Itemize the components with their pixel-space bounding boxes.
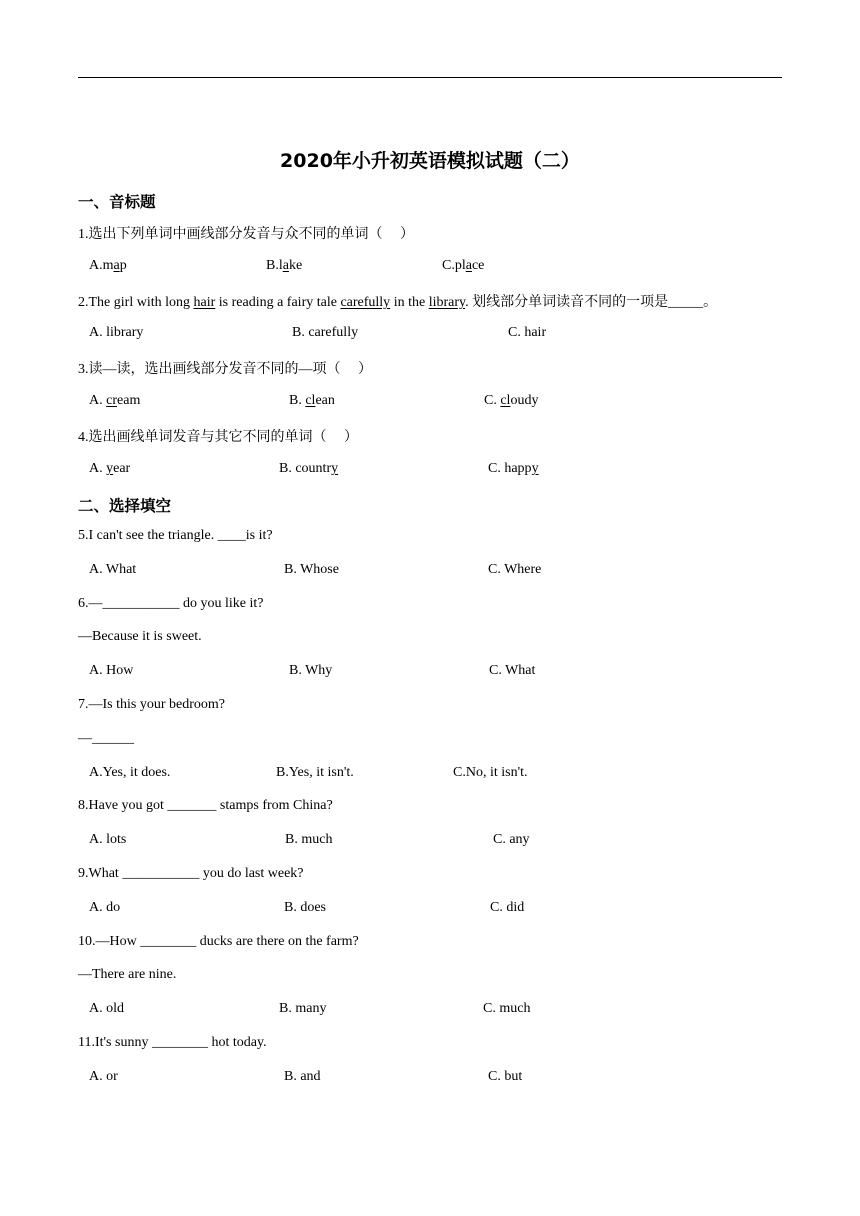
question-10-answer-line: —There are nine. bbox=[78, 967, 177, 982]
q8-option-c: C. any bbox=[493, 832, 530, 847]
header-rule bbox=[78, 77, 782, 78]
q11-option-c: C. but bbox=[488, 1069, 523, 1084]
section-heading-phonetics: 一、音标题 bbox=[78, 193, 156, 211]
question-6-answer-line: —Because it is sweet. bbox=[78, 629, 202, 644]
question-6: 6.—___________ do you like it? bbox=[78, 596, 264, 611]
question-7: 7.—Is this your bedroom? bbox=[78, 697, 225, 712]
q2-option-c: C. hair bbox=[508, 325, 547, 340]
q5-option-c: C. Where bbox=[488, 562, 542, 577]
question-4: 4.选出画线单词发音与其它不同的单词（ ） bbox=[78, 430, 358, 445]
q7-option-b: B.Yes, it isn't. bbox=[276, 765, 354, 780]
q3-option-c: C. cloudy bbox=[484, 393, 539, 408]
question-8: 8.Have you got _______ stamps from China? bbox=[78, 798, 333, 813]
q10-option-c: C. much bbox=[483, 1001, 531, 1016]
q11-option-a: A. or bbox=[89, 1069, 118, 1084]
q8-option-b: B. much bbox=[285, 832, 333, 847]
q8-option-a: A. lots bbox=[89, 832, 127, 847]
q11-option-b: B. and bbox=[284, 1069, 321, 1084]
q3-option-b: B. clean bbox=[289, 393, 335, 408]
q9-option-b: B. does bbox=[284, 900, 326, 915]
question-7-answer-line: —______ bbox=[78, 731, 134, 746]
question-11: 11.It's sunny ________ hot today. bbox=[78, 1035, 267, 1050]
question-9: 9.What ___________ you do last week? bbox=[78, 866, 304, 881]
q6-option-b: B. Why bbox=[289, 663, 333, 678]
q5-option-a: A. What bbox=[89, 562, 137, 577]
q10-option-b: B. many bbox=[279, 1001, 327, 1016]
q7-option-c: C.No, it isn't. bbox=[453, 765, 528, 780]
q10-option-a: A. old bbox=[89, 1001, 124, 1016]
q6-option-a: A. How bbox=[89, 663, 134, 678]
q1-option-c: C.place bbox=[442, 258, 485, 273]
q9-option-a: A. do bbox=[89, 900, 121, 915]
q2-option-a: A. library bbox=[89, 325, 144, 340]
q5-option-b: B. Whose bbox=[284, 562, 339, 577]
q1-option-a: A.map bbox=[89, 258, 127, 273]
question-1: 1.选出下列单词中画线部分发音与众不同的单词（ ） bbox=[78, 227, 414, 242]
question-10: 10.—How ________ ducks are there on the farm? bbox=[78, 934, 359, 949]
question-2: 2.The girl with long hair is reading a fairy tale carefully in the library. 划线部分单词读音不同的一项是_____。 bbox=[78, 295, 718, 310]
q7-option-a: A.Yes, it does. bbox=[89, 765, 171, 780]
q4-option-a: A. year bbox=[89, 461, 131, 476]
q6-option-c: C. What bbox=[489, 663, 536, 678]
q4-option-b: B. country bbox=[279, 461, 339, 476]
section-heading-multiple-choice: 二、选择填空 bbox=[78, 497, 172, 515]
question-5: 5.I can't see the triangle. ____is it? bbox=[78, 528, 273, 543]
q1-option-b: B.lake bbox=[266, 258, 303, 273]
q9-option-c: C. did bbox=[490, 900, 525, 915]
q4-option-c: C. happy bbox=[488, 461, 539, 476]
question-3: 3.读—读，选出画线部分发音不同的—项（ ） bbox=[78, 362, 372, 377]
q2-option-b: B. carefully bbox=[292, 325, 359, 340]
q3-option-a: A. cream bbox=[89, 393, 141, 408]
page-title: 2020年小升初英语模拟试题（二） bbox=[280, 150, 580, 172]
